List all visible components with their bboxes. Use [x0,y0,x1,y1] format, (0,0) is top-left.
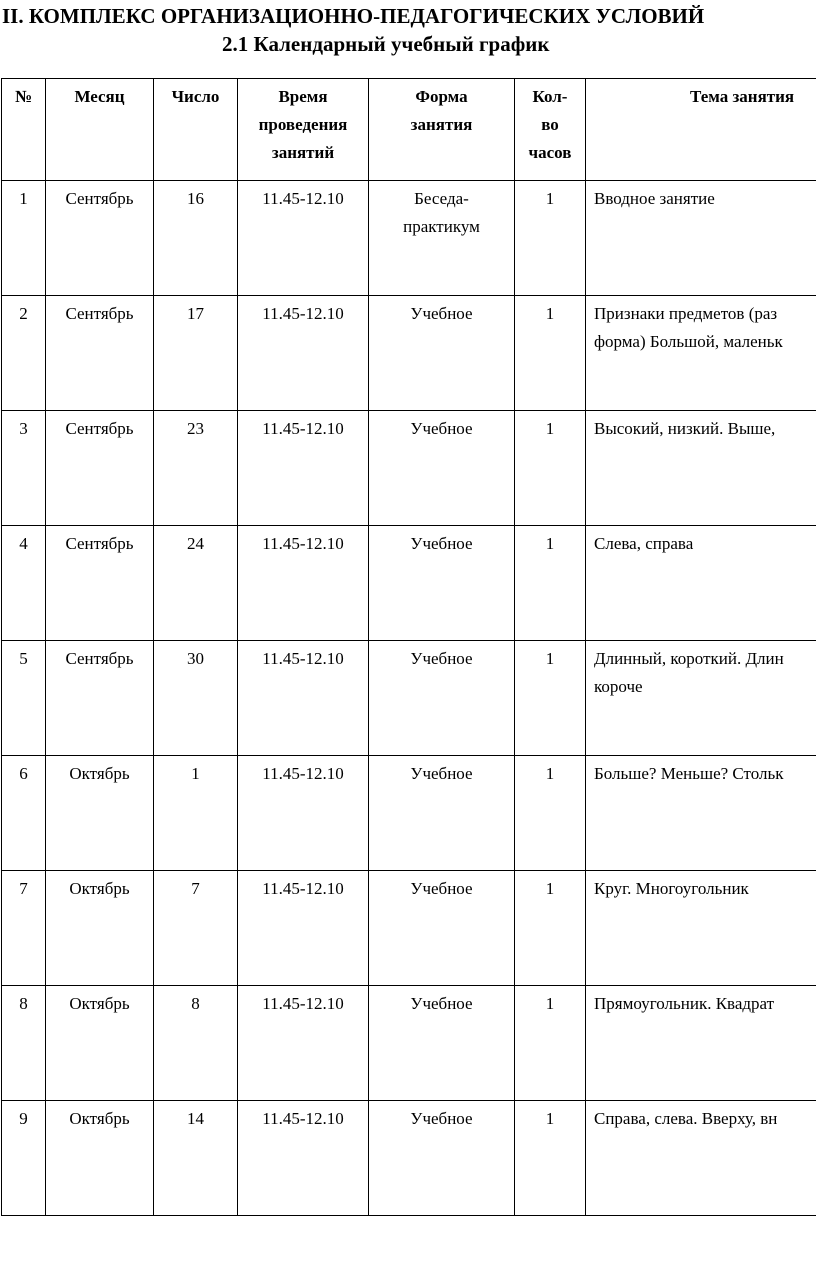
cell-topic-line: Признаки предметов (раз [594,304,778,323]
cell-month: Октябрь [46,756,154,871]
cell-day: 17 [154,296,238,411]
cell-topic [586,411,816,526]
cell-hours: 1 [515,181,586,296]
schedule-table [1,78,816,1216]
cell-hours: 1 [515,871,586,986]
cell-month: Сентябрь [46,296,154,411]
cell-topic-line: Высокий, низкий. Выше, [594,419,776,438]
cell-day: 8 [154,986,238,1101]
cell-month: Сентябрь [46,526,154,641]
cell-topic [586,871,816,986]
cell-hours: 1 [515,756,586,871]
cell-form [369,756,515,871]
table-row [2,296,816,411]
cell-form-line: Учебное [410,419,473,438]
cell-hours: 1 [515,296,586,411]
cell-topic [586,1101,816,1216]
cell-form [369,986,515,1101]
cell-topic-line: форма) Большой, маленьк [594,332,783,351]
cell-form-line: Учебное [410,534,473,553]
table-row [2,756,816,871]
cell-month: Сентябрь [46,411,154,526]
cell-topic-line: Слева, справа [594,534,694,553]
cell-topic [586,986,816,1101]
header-form-line: занятия [410,115,473,134]
cell-num: 6 [2,756,46,871]
cell-month: Октябрь [46,871,154,986]
cell-num: 2 [2,296,46,411]
header-hours-line: Кол- [532,87,568,106]
cell-topic [586,296,816,411]
table-row [2,871,816,986]
cell-month: Октябрь [46,986,154,1101]
cell-num: 7 [2,871,46,986]
cell-topic [586,181,816,296]
header-time-line: Время [278,87,328,106]
cell-form [369,871,515,986]
cell-day: 7 [154,871,238,986]
section-title: II. КОМПЛЕКС ОРГАНИЗАЦИОННО-ПЕДАГОГИЧЕСКИХ УСЛОВИЙ [2,4,705,28]
cell-num: 4 [2,526,46,641]
cell-num: 3 [2,411,46,526]
cell-form [369,411,515,526]
cell-topic-line: Прямоугольник. Квадрат [594,994,775,1013]
table-row [2,1101,816,1216]
cell-hours: 1 [515,411,586,526]
cell-form-line: Учебное [410,649,473,668]
table-row [2,411,816,526]
cell-topic-line: Длинный, короткий. Длин [594,649,784,668]
cell-topic [586,756,816,871]
cell-topic-line: Больше? Меньше? Стольк [594,764,784,783]
cell-form-line: Учебное [410,764,473,783]
header-time-line: занятий [271,143,335,162]
cell-time: 11.45-12.10 [238,641,369,756]
table-body [2,181,816,1216]
cell-form [369,641,515,756]
subsection-title: 2.1 Календарный учебный график [222,32,550,56]
cell-form [369,296,515,411]
table-row [2,526,816,641]
cell-num: 5 [2,641,46,756]
cell-month: Октябрь [46,1101,154,1216]
cell-hours: 1 [515,526,586,641]
table-row [2,986,816,1101]
table-header-row [2,79,816,181]
cell-form-line: Учебное [410,1109,473,1128]
cell-form-line: Учебное [410,304,473,323]
header-topic: Тема занятия [586,79,816,181]
cell-day: 23 [154,411,238,526]
cell-form-line: Учебное [410,994,473,1013]
cell-form-line: Учебное [410,879,473,898]
cell-form [369,1101,515,1216]
cell-time: 11.45-12.10 [238,296,369,411]
cell-topic-line: Вводное занятие [594,189,715,208]
cell-form [369,526,515,641]
header-time-line: проведения [258,115,348,134]
cell-num: 8 [2,986,46,1101]
cell-hours: 1 [515,986,586,1101]
header-time [238,79,369,181]
cell-day: 14 [154,1101,238,1216]
cell-time: 11.45-12.10 [238,756,369,871]
cell-time: 11.45-12.10 [238,411,369,526]
cell-time: 11.45-12.10 [238,986,369,1101]
header-month: Месяц [46,79,154,181]
cell-form-line: Беседа- [414,189,469,208]
cell-month: Сентябрь [46,181,154,296]
cell-topic [586,526,816,641]
cell-form [369,181,515,296]
cell-day: 16 [154,181,238,296]
document-heading [0,2,816,58]
cell-num: 1 [2,181,46,296]
header-hours-line: часов [528,143,572,162]
cell-hours: 1 [515,641,586,756]
cell-day: 1 [154,756,238,871]
cell-form-line: практикум [403,217,480,236]
cell-time: 11.45-12.10 [238,181,369,296]
cell-time: 11.45-12.10 [238,871,369,986]
cell-topic-line: короче [594,677,643,696]
table-row [2,181,816,296]
cell-day: 24 [154,526,238,641]
cell-time: 11.45-12.10 [238,526,369,641]
cell-hours: 1 [515,1101,586,1216]
header-num: № [2,79,46,181]
header-day: Число [154,79,238,181]
header-form [369,79,515,181]
cell-month: Сентябрь [46,641,154,756]
header-hours [515,79,586,181]
cell-topic-line: Справа, слева. Вверху, вн [594,1109,778,1128]
cell-time: 11.45-12.10 [238,1101,369,1216]
cell-day: 30 [154,641,238,756]
table-row [2,641,816,756]
header-hours-line: во [541,115,559,134]
cell-topic-line: Круг. Многоугольник [594,879,749,898]
cell-num: 9 [2,1101,46,1216]
cell-topic [586,641,816,756]
header-form-line: Форма [415,87,468,106]
